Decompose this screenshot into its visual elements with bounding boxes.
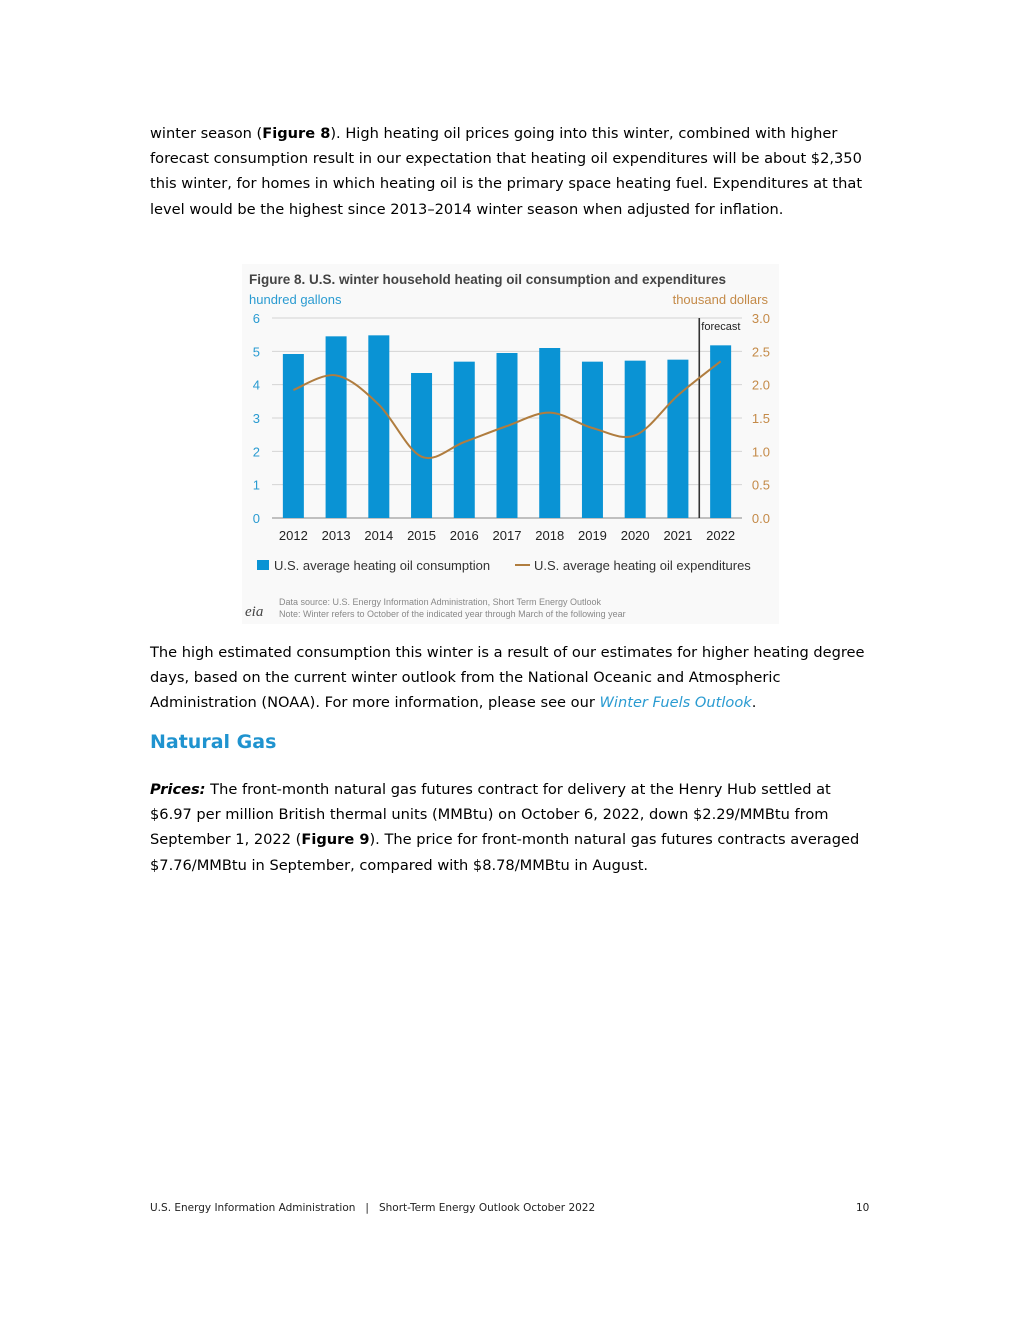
x-tick-label: 2012	[278, 528, 308, 543]
left-axis-label: hundred gallons	[249, 292, 342, 307]
bar-consumption-2019	[582, 362, 603, 518]
chart-note: Note: Winter refers to October of the indicated year through March of the following year	[279, 609, 626, 619]
x-tick-label: 2014	[364, 528, 394, 543]
left-tick-label: 1	[252, 477, 260, 493]
paragraph-heating-oil-expenditures	[150, 121, 865, 222]
paragraph-text: .	[751, 694, 757, 712]
right-axis-label: thousand dollars	[672, 292, 768, 307]
paragraph-text: ). The price for front-month natural gas futures contracts averaged $7.76/MMBtu in September, compared with $8.78/MMBtu in August.	[150, 831, 860, 874]
right-tick-label: 1.0	[751, 444, 770, 460]
legend-label-expenditures: U.S. average heating oil expenditures	[534, 558, 751, 573]
right-tick-label: 2.5	[751, 344, 770, 360]
left-tick-label: 5	[252, 344, 260, 360]
bar-consumption-2017	[497, 353, 518, 518]
x-tick-label: 2022	[706, 528, 736, 543]
footer-publication: U.S. Energy Information Administration | Short-Term Energy Outlook October 2022	[150, 1202, 596, 1214]
section-heading-natural-gas: Natural Gas	[150, 731, 277, 753]
bar-consumption-2014	[368, 335, 389, 518]
legend-label-consumption: U.S. average heating oil consumption	[274, 558, 491, 573]
right-tick-label: 0.5	[751, 477, 770, 493]
x-tick-label: 2017	[492, 528, 522, 543]
paragraph-text: ). High heating oil prices going into this winter, combined with higher forecast consumption result in our expectation that heating oil expenditures will be about $2,350 this winter, for homes in which heating oil is the primary space heating fuel. Expenditures at that level would be the highest since 2013–2014 winter season when adjusted for inflation.	[150, 125, 863, 218]
right-tick-label: 3.0	[751, 311, 770, 326]
paragraph-text: The front-month natural gas futures contract for delivery at the Henry Hub settled at $6.97 per million British thermal units (MMBtu) on October 6, 2022, down $2.29/MMBtu from September 1, 2022 (	[150, 781, 831, 849]
chart-svg	[242, 264, 779, 624]
paragraph-text: The high estimated consumption this winter is a result of our estimates for higher heating degree days, based on the current winter outlook from the National Oceanic and Atmospheric Administration (NOAA). For more information, please see our	[150, 644, 865, 712]
bar-consumption-2015	[411, 373, 432, 518]
left-tick-label: 6	[252, 311, 260, 326]
right-tick-label: 1.5	[751, 411, 770, 426]
eia-logo: eia	[245, 604, 264, 620]
chart-title: Figure 8. U.S. winter household heating oil consumption and expenditures	[249, 272, 727, 287]
footer-page-number: 10	[856, 1202, 870, 1214]
bar-consumption-2021	[667, 360, 688, 518]
x-tick-label: 2021	[663, 528, 693, 543]
paragraph-consumption-estimate	[150, 640, 865, 716]
x-tick-label: 2020	[620, 528, 650, 543]
x-tick-label: 2016	[449, 528, 479, 543]
figure-8-chart	[242, 264, 779, 624]
bar-consumption-2020	[625, 361, 646, 518]
right-tick-label: 2.0	[751, 377, 770, 393]
bar-consumption-2013	[326, 336, 347, 518]
left-tick-label: 4	[252, 377, 260, 393]
chart-source: Data source: U.S. Energy Information Administration, Short Term Energy Outlook	[279, 597, 601, 607]
x-tick-label: 2018	[535, 528, 565, 543]
bar-consumption-2022	[710, 345, 731, 518]
left-tick-label: 0	[252, 511, 260, 526]
legend-swatch-consumption	[257, 560, 269, 570]
left-tick-label: 3	[252, 411, 260, 426]
left-tick-label: 2	[252, 444, 260, 460]
x-tick-label: 2015	[407, 528, 437, 543]
x-tick-label: 2019	[577, 528, 607, 543]
paragraph-natural-gas-prices	[150, 777, 865, 878]
bar-consumption-2012	[283, 354, 304, 518]
paragraph-text: winter season (	[150, 125, 263, 142]
bar-consumption-2018	[539, 348, 560, 518]
winter-fuels-outlook-link[interactable]: Winter Fuels Outlook	[599, 694, 752, 712]
figure-8-reference: Figure 8	[262, 125, 331, 142]
figure-9-reference: Figure 9	[301, 831, 370, 849]
prices-label: Prices:	[150, 781, 206, 798]
right-tick-label: 0.0	[751, 511, 770, 526]
forecast-label: forecast	[701, 321, 741, 333]
x-tick-label: 2013	[321, 528, 351, 543]
